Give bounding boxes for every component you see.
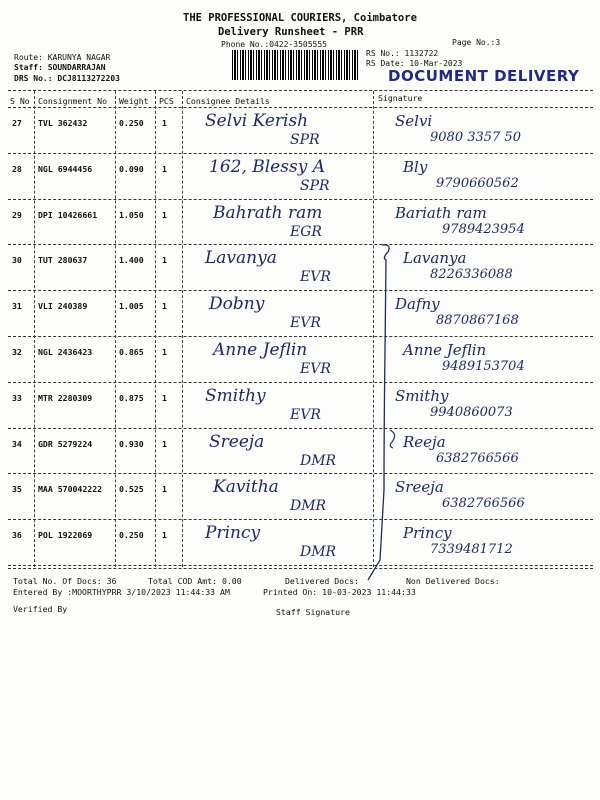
signature-scribble: Bly <box>403 157 428 176</box>
consignee-name: Princy <box>205 523 261 544</box>
col-divider <box>155 91 156 567</box>
row-consignment: NGL 6944456 <box>38 163 93 174</box>
signature-scribble: Sreeja <box>395 478 444 497</box>
signature-scribble: Dafny <box>395 295 440 314</box>
signature-phone: 9790660562 <box>436 175 519 191</box>
delivered-docs: Delivered Docs: <box>285 576 359 586</box>
consignee-code: EVR <box>290 315 321 332</box>
row-weight: 1.050 <box>119 209 144 220</box>
row-consignment: TUT 280637 <box>38 255 88 266</box>
row-consignment: TVL 362432 <box>38 118 88 128</box>
row-divider <box>8 565 593 566</box>
row-divider <box>8 153 593 154</box>
staff-label: Staff: SOUNDARRAJAN <box>14 63 106 72</box>
header-bottom-rule <box>8 107 593 108</box>
consignee-code: EVR <box>300 269 331 286</box>
row-sno: 36 <box>12 530 22 541</box>
consignee-code: EVR <box>300 361 331 377</box>
row-consignment: MAA 570042222 <box>38 484 103 495</box>
col-pcs: PCS <box>159 96 174 106</box>
row-sno: 31 <box>12 301 22 312</box>
barcode <box>232 50 358 80</box>
col-divider <box>34 91 35 567</box>
non-delivered-docs: Non Delivered Docs: <box>406 576 500 586</box>
document-delivery-stamp: DOCUMENT DELIVERY <box>388 67 580 85</box>
total-cod: Total COD Amt: 0.00 <box>148 576 242 586</box>
row-divider <box>8 199 593 200</box>
signature-phone: 6382766566 <box>442 496 525 512</box>
row-pcs: 1 <box>162 118 167 128</box>
col-divider <box>182 91 183 567</box>
row-weight: 1.005 <box>119 301 144 312</box>
consignee-name: Selvi Kerish <box>205 111 309 131</box>
row-consignment: VLI 240389 <box>38 301 88 312</box>
row-divider <box>8 244 593 245</box>
consignee-code: DMR <box>300 452 337 469</box>
row-pcs: 1 <box>162 209 167 220</box>
col-signature: Signature <box>378 93 423 103</box>
row-weight: 0.875 <box>119 392 144 403</box>
signature-phone: 9789423954 <box>442 221 525 237</box>
col-sno: S No <box>10 96 30 106</box>
row-divider <box>8 382 593 383</box>
col-consignee: Consignee Details <box>186 96 270 106</box>
row-pcs: 1 <box>162 255 167 266</box>
consignee-code: DMR <box>300 544 337 561</box>
pen-stroke <box>360 230 400 590</box>
consignee-code: SPR <box>290 132 320 148</box>
signature-phone: 6382766566 <box>436 450 519 466</box>
row-pcs: 1 <box>162 392 167 403</box>
row-weight: 0.525 <box>119 484 144 495</box>
row-divider <box>8 428 593 429</box>
runsheet-subtitle: Delivery Runsheet - PRR <box>218 26 364 38</box>
signature-scribble: Selvi <box>395 112 433 130</box>
signature-scribble: Lavanya <box>403 249 467 268</box>
signature-phone: 9080 3357 50 <box>430 130 521 145</box>
col-divider <box>115 91 116 567</box>
row-sno: 34 <box>12 438 22 449</box>
col-consignment: Consignment No <box>38 96 108 106</box>
row-weight: 0.250 <box>119 118 144 128</box>
signature-scribble: Anne Jeflin <box>403 341 487 359</box>
row-divider <box>8 519 593 520</box>
printed-on: Printed On: 10-03-2023 11:44:33 <box>263 587 416 597</box>
consignee-name: Anne Jeflin <box>213 340 308 360</box>
row-sno: 33 <box>12 392 22 403</box>
signature-phone: 8870867168 <box>436 313 519 329</box>
row-pcs: 1 <box>162 347 167 357</box>
company-title: THE PROFESSIONAL COURIERS, Coimbatore <box>183 12 417 24</box>
row-weight: 0.865 <box>119 347 144 357</box>
row-weight: 0.090 <box>119 163 144 174</box>
row-sno: 35 <box>12 484 22 495</box>
row-pcs: 1 <box>162 301 167 312</box>
signature-phone: 7339481712 <box>430 542 513 558</box>
verified-by: Verified By <box>13 604 68 614</box>
col-weight: Weight <box>119 96 149 106</box>
row-pcs: 1 <box>162 530 167 541</box>
page-number: Page No.:3 <box>452 38 501 47</box>
row-sno: 30 <box>12 255 22 266</box>
rs-number: RS No.: 1132722 <box>366 49 439 58</box>
consignee-code: SPR <box>300 177 330 194</box>
drs-number: DRS No.: DCJ8113272203 <box>14 74 120 83</box>
consignee-name: Lavanya <box>205 248 277 269</box>
route-label: Route: KARUNYA NAGAR <box>14 53 111 62</box>
consignee-name: Kavitha <box>213 477 279 498</box>
signature-scribble: Smithy <box>395 386 449 405</box>
entered-by: Entered By :MOORTHYPRR 3/10/2023 11:44:33 AM <box>13 587 230 597</box>
consignee-name: 162, Blessy A <box>209 156 325 177</box>
signature-phone: 9940860073 <box>430 404 513 420</box>
row-consignment: DPI 10426661 <box>38 209 98 220</box>
staff-signature: Staff Signature <box>276 607 350 617</box>
row-weight: 1.400 <box>119 255 144 266</box>
row-divider <box>8 290 593 291</box>
row-sno: 32 <box>12 347 22 357</box>
phone-number: Phone No.:0422-3505555 <box>221 40 327 49</box>
consignee-name: Bahrath ram <box>213 202 323 223</box>
row-weight: 0.930 <box>119 438 144 449</box>
row-sno: 27 <box>12 118 22 128</box>
rs-date: RS Date: 10-Mar-2023 <box>366 59 463 68</box>
row-weight: 0.250 <box>119 530 144 541</box>
signature-scribble: Reeja <box>403 432 446 451</box>
row-sno: 28 <box>12 163 22 174</box>
total-docs: Total No. Of Docs: 36 <box>13 576 117 586</box>
row-divider <box>8 336 593 337</box>
row-pcs: 1 <box>162 163 167 174</box>
consignee-code: EVR <box>290 406 321 423</box>
row-consignment: MTR 2280309 <box>38 392 93 403</box>
row-pcs: 1 <box>162 438 167 449</box>
row-sno: 29 <box>12 209 22 220</box>
consignee-code: DMR <box>290 498 327 515</box>
row-consignment: POL 1922069 <box>38 530 93 541</box>
consignee-name: Smithy <box>205 385 266 406</box>
row-consignment: NGL 2436423 <box>38 347 93 357</box>
signature-scribble: Bariath ram <box>395 203 487 222</box>
row-divider <box>8 473 593 474</box>
header-top-rule <box>8 90 593 91</box>
row-consignment: GDR 5279224 <box>38 438 93 449</box>
signature-scribble: Princy <box>403 524 452 543</box>
consignee-code: EGR <box>290 223 322 240</box>
signature-phone: 8226336088 <box>430 267 513 283</box>
footer-rule <box>8 568 593 569</box>
consignee-name: Dobny <box>209 294 265 315</box>
consignee-name: Sreeja <box>209 431 265 452</box>
signature-phone: 9489153704 <box>442 359 525 374</box>
row-pcs: 1 <box>162 484 167 495</box>
